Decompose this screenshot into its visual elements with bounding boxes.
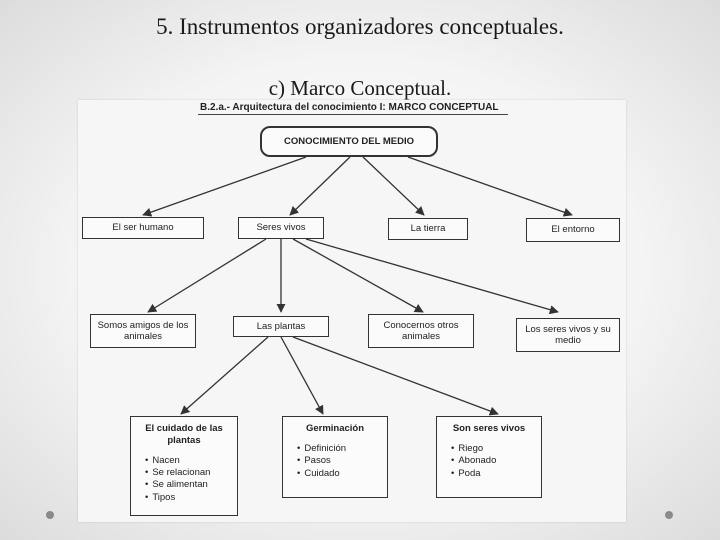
node-la-tierra: La tierra [388,218,468,240]
scan-heading: B.2.a.- Arquitectura del conocimiento I: MARCO CONCEPTUAL [200,102,499,113]
node-somos-amigos: Somos amigos de los animales [90,314,196,348]
node-el-entorno: El entorno [526,218,620,242]
list-item: • Tipos [145,492,237,504]
list-item: • Poda [451,468,541,480]
list-item: • Pasos [297,455,387,467]
box-son-seres-vivos-title: Son seres vivos [452,423,526,434]
box-germinacion-title: Germinación [305,423,365,434]
node-el-ser-humano: El ser humano [82,217,204,239]
list-item: • Se alimentan [145,479,237,491]
slide-dot-left [46,511,54,519]
link-plantas-cuidado [181,337,268,414]
list-item: • Se relacionan [145,467,237,479]
node-seres-vivos: Seres vivos [238,217,324,239]
concept-map-scan [78,100,626,522]
link-root-ser-humano [143,157,306,215]
slide-dot-right [665,511,673,519]
slide-subtitle: c) Marco Conceptual. [268,76,452,100]
link-seres-medio [306,239,558,312]
list-item: • Definición [297,443,387,455]
box-germinacion [282,416,388,498]
box-cuidado-plantas [130,416,238,516]
list-item: • Nacen [145,455,237,467]
box-son-seres-vivos [436,416,542,498]
root-node: CONOCIMIENTO DEL MEDIO [260,126,438,157]
link-root-tierra [363,157,424,215]
list-item: • Cuidado [297,468,387,480]
link-plantas-germinacion [281,337,323,414]
box-cuidado-title: El cuidado de las plantas [145,423,223,446]
node-seres-vivos-medio: Los seres vivos y su medio [516,318,620,352]
link-root-seres-vivos [290,157,350,215]
link-seres-amigos [148,239,266,312]
slide-title: 5. Instrumentos organizadores conceptuales. [156,14,564,39]
link-root-entorno [408,157,572,215]
list-item: • Abonado [451,455,541,467]
link-plantas-seres [293,337,498,414]
link-seres-conocernos [293,239,423,312]
node-las-plantas: Las plantas [233,316,329,337]
list-item: • Riego [451,443,541,455]
node-conocernos-animales: Conocernos otros animales [368,314,474,348]
